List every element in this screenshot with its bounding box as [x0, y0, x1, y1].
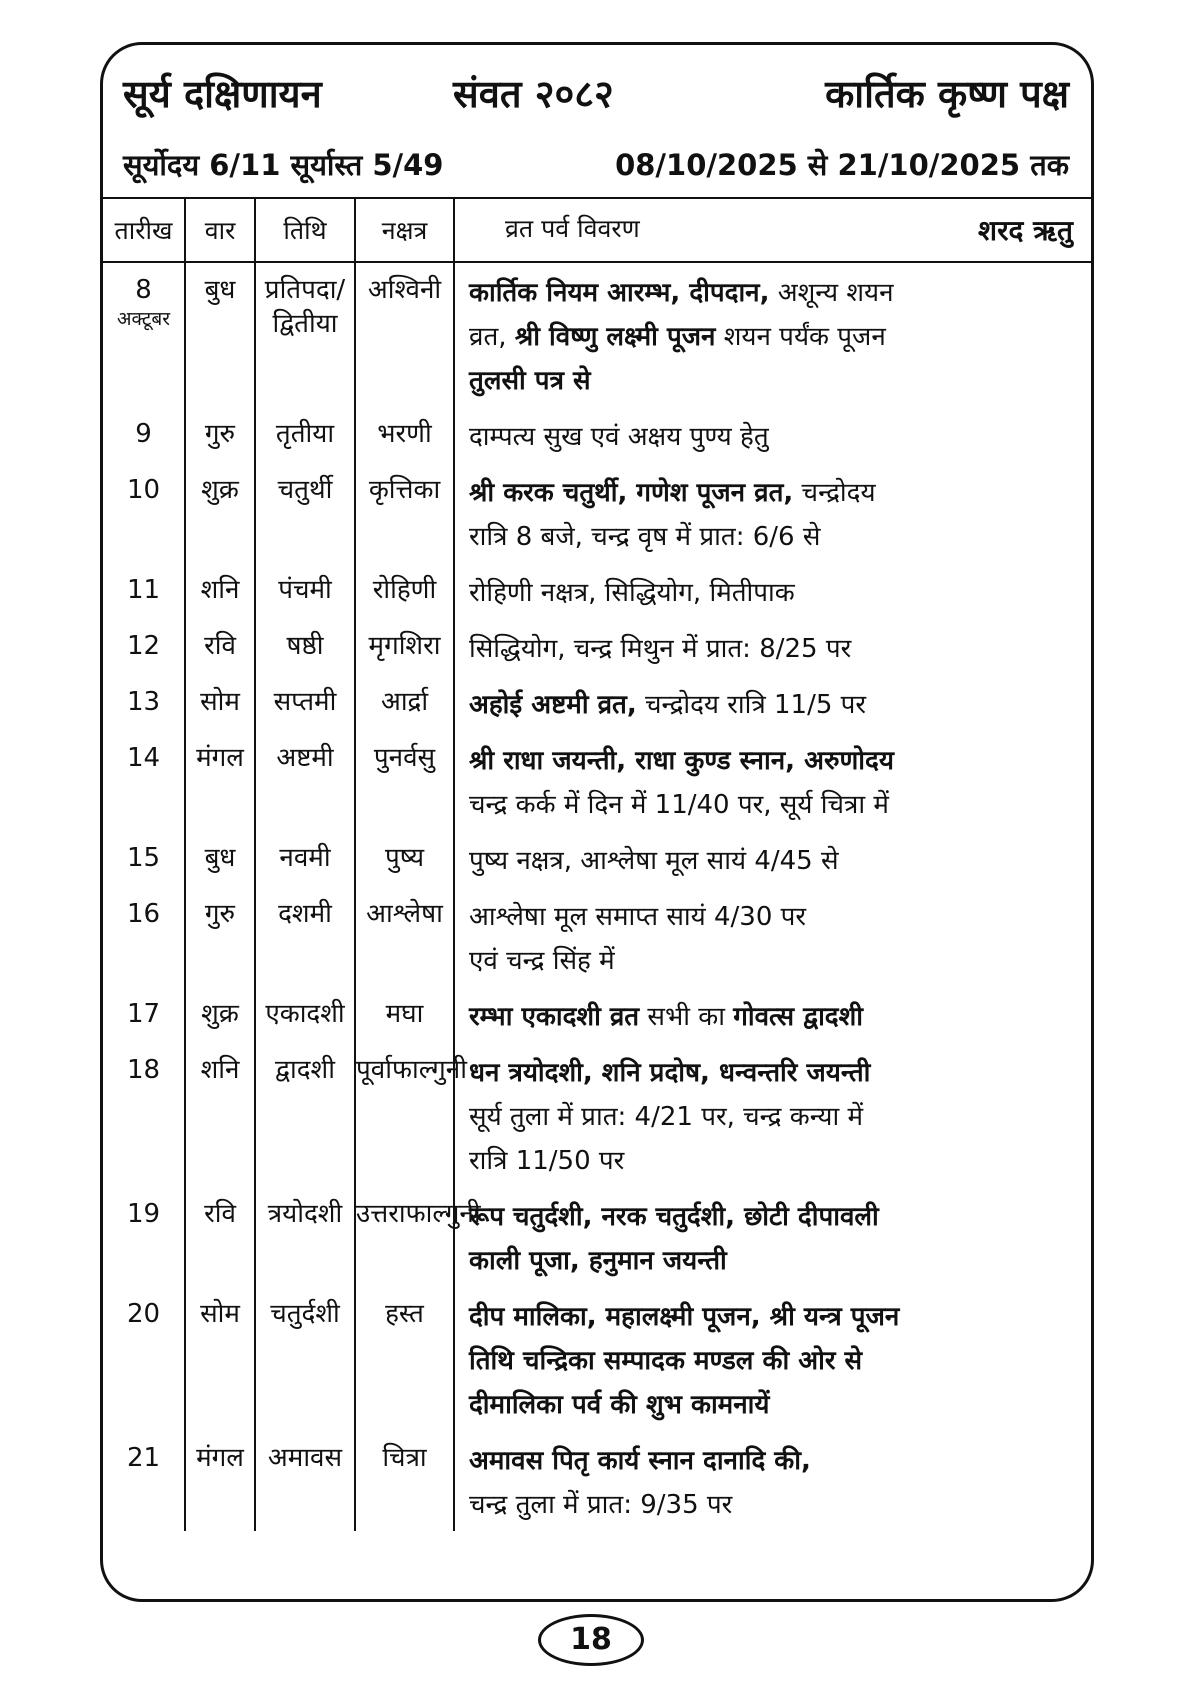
- tithi-cell: दशमी: [255, 887, 355, 987]
- date-number: 13: [126, 687, 161, 717]
- nakshatra-cell: पुनर्वसु: [355, 731, 454, 831]
- details-cell: [454, 731, 1091, 831]
- tithi-cell: प्रतिपदा/ द्वितीया: [255, 262, 355, 407]
- details-text: चन्द्रोदय: [793, 478, 876, 508]
- details-cell: [454, 463, 1091, 563]
- details-cell: [454, 1431, 1091, 1531]
- details-line: [469, 1295, 1087, 1339]
- details-line: [469, 1239, 1087, 1283]
- details-bold-text: तुलसी पत्र से: [469, 366, 591, 396]
- details-bold-text: अमावस पितृ कार्य स्नान दानादि की,: [469, 1446, 811, 1476]
- details-bold-text: श्री विष्णु लक्ष्मी पूजन: [514, 322, 716, 352]
- details-cell: [454, 1287, 1091, 1431]
- details-bold-text: काली पूजा, हनुमान जयन्ती: [469, 1246, 727, 1276]
- date-cell: [103, 831, 185, 887]
- tithi-cell: सप्तमी: [255, 675, 355, 731]
- details-line: [469, 1139, 1087, 1183]
- table-row: [103, 407, 1091, 463]
- table-row: [103, 675, 1091, 731]
- date-cell: [103, 619, 185, 675]
- details-line: [469, 571, 1087, 615]
- date-number: 16: [126, 899, 161, 929]
- date-number: 8: [135, 275, 152, 305]
- nakshatra-cell: रोहिणी: [355, 563, 454, 619]
- month-label: अक्टूबर: [116, 308, 171, 330]
- details-line: [469, 739, 1087, 783]
- nakshatra-cell: हस्त: [355, 1287, 454, 1431]
- details-bold-text: रम्भा एकादशी व्रत: [469, 1002, 640, 1032]
- details-text: चन्द्र तुला में प्रात: 9/35 पर: [469, 1490, 733, 1520]
- date-cell: [103, 407, 185, 463]
- ritu-label: शरद ऋतु: [978, 214, 1073, 247]
- details-cell: [454, 1043, 1091, 1187]
- details-line: [469, 515, 1087, 559]
- date-range: 08/10/2025 से 21/10/2025 तक: [615, 148, 1069, 182]
- tithi-cell: अष्टमी: [255, 731, 355, 831]
- details-cell: [454, 987, 1091, 1043]
- day-cell: सोम: [185, 1287, 255, 1431]
- details-text: रोहिणी नक्षत्र, सिद्धियोग, मितीपाक: [469, 578, 795, 608]
- details-text: चन्द्रोदय रात्रि 11/5 पर: [636, 690, 867, 720]
- date-cell: [103, 563, 185, 619]
- nakshatra-cell: पुष्य: [355, 831, 454, 887]
- day-cell: बुध: [185, 262, 255, 407]
- details-bold-text: अहोई अष्टमी व्रत,: [469, 690, 637, 720]
- nakshatra-cell: उत्तराफाल्गुनी: [355, 1187, 454, 1287]
- details-text: दाम्पत्य सुख एवं अक्षय पुण्य हेतु: [469, 422, 769, 452]
- details-text: सूर्य तुला में प्रात: 4/21 पर, चन्द्र कन्या में: [469, 1102, 864, 1132]
- table-row: [103, 1431, 1091, 1531]
- table-row: [103, 563, 1091, 619]
- details-bold-text: रूप चतुर्दशी, नरक चतुर्दशी, छोटी दीपावली: [469, 1202, 879, 1232]
- details-text: शयन पर्यंक पूजन: [715, 322, 886, 352]
- details-bold-text: तिथि चन्द्रिका सम्पादक मण्डल की ओर से: [469, 1346, 863, 1376]
- day-cell: शनि: [185, 563, 255, 619]
- table-row: [103, 262, 1091, 407]
- details-cell: [454, 407, 1091, 463]
- date-cell: [103, 1043, 185, 1187]
- nakshatra-cell: कृत्तिका: [355, 463, 454, 563]
- details-line: [469, 315, 1087, 359]
- date-number: 17: [126, 999, 161, 1029]
- date-cell: [103, 1187, 185, 1287]
- details-text: एवं चन्द्र सिंह में: [469, 946, 615, 976]
- date-number: 15: [126, 843, 161, 873]
- day-cell: शनि: [185, 1043, 255, 1187]
- col-header-nakshatra: नक्षत्र: [355, 198, 454, 262]
- nakshatra-cell: आश्लेषा: [355, 887, 454, 987]
- details-bold-text: दीप मालिका, महालक्ष्मी पूजन, श्री यन्त्र पूजन: [469, 1302, 900, 1332]
- tithi-cell: पंचमी: [255, 563, 355, 619]
- details-line: [469, 895, 1087, 939]
- tithi-cell: तृतीया: [255, 407, 355, 463]
- col-header-tithi: तिथि: [255, 198, 355, 262]
- table-row: [103, 831, 1091, 887]
- details-bold-text: धन त्रयोदशी, शनि प्रदोष, धन्वन्तरि जयन्ती: [469, 1058, 871, 1088]
- details-line: [469, 471, 1087, 515]
- details-line: [469, 1051, 1087, 1095]
- date-number: 19: [126, 1199, 161, 1229]
- tithi-cell: द्वादशी: [255, 1043, 355, 1187]
- tithi-cell: षष्ठी: [255, 619, 355, 675]
- day-cell: शुक्र: [185, 987, 255, 1043]
- details-line: [469, 415, 1087, 459]
- details-line: [469, 1195, 1087, 1239]
- nakshatra-cell: मघा: [355, 987, 454, 1043]
- details-line: [469, 683, 1087, 727]
- details-text: पुष्य नक्षत्र, आश्लेषा मूल सायं 4/45 से: [469, 846, 839, 876]
- tithi-cell: नवमी: [255, 831, 355, 887]
- details-cell: [454, 563, 1091, 619]
- details-text: व्रत,: [469, 322, 515, 352]
- tithi-cell: अमावस: [255, 1431, 355, 1531]
- day-cell: शुक्र: [185, 463, 255, 563]
- details-bold-text: श्री करक चतुर्थी, गणेश पूजन व्रत,: [469, 478, 794, 508]
- date-cell: [103, 731, 185, 831]
- date-cell: [103, 987, 185, 1043]
- details-header-label: व्रत पर्व विवरण: [505, 214, 640, 243]
- date-number: 18: [126, 1055, 161, 1085]
- day-cell: रवि: [185, 619, 255, 675]
- ayana-title: सूर्य दक्षिणायन: [123, 72, 322, 116]
- tithi-cell: त्रयोदशी: [255, 1187, 355, 1287]
- details-text: रात्रि 11/50 पर: [469, 1146, 625, 1176]
- table-row: [103, 731, 1091, 831]
- tithi-cell: चतुर्दशी: [255, 1287, 355, 1431]
- day-cell: गुरु: [185, 887, 255, 987]
- details-text: सिद्धियोग, चन्द्र मिथुन में प्रात: 8/25 पर: [469, 634, 852, 664]
- day-cell: मंगल: [185, 1431, 255, 1531]
- date-number: 14: [126, 743, 161, 773]
- details-text: सभी का: [639, 1002, 734, 1032]
- date-cell: [103, 1287, 185, 1431]
- date-number: 9: [135, 419, 152, 449]
- nakshatra-cell: अश्विनी: [355, 262, 454, 407]
- header-row-2: [103, 145, 1091, 189]
- date-cell: [103, 463, 185, 563]
- date-cell: [103, 262, 185, 407]
- day-cell: बुध: [185, 831, 255, 887]
- page-number: 18: [538, 1614, 644, 1666]
- date-number: 10: [126, 475, 161, 505]
- details-line: [469, 1483, 1087, 1527]
- table-row: [103, 1187, 1091, 1287]
- nakshatra-cell: मृगशिरा: [355, 619, 454, 675]
- details-line: [469, 1339, 1087, 1383]
- date-number: 12: [126, 631, 161, 661]
- table-body: [103, 262, 1091, 1531]
- samvat-title: संवत २०८२: [453, 72, 614, 116]
- date-number: 11: [126, 575, 161, 605]
- details-text: आश्लेषा मूल समाप्त सायं 4/30 पर: [469, 902, 807, 932]
- details-cell: [454, 675, 1091, 731]
- tithi-cell: एकादशी: [255, 987, 355, 1043]
- details-line: [469, 783, 1087, 827]
- details-line: [469, 939, 1087, 983]
- table-row: [103, 887, 1091, 987]
- details-text: रात्रि 8 बजे, चन्द्र वृष में प्रात: 6/6 से: [469, 522, 821, 552]
- table-row: [103, 1043, 1091, 1187]
- details-text: अशून्य शयन: [769, 278, 894, 308]
- details-line: [469, 995, 1087, 1039]
- table-row: [103, 463, 1091, 563]
- details-bold-text: कार्तिक नियम आरम्भ, दीपदान,: [469, 278, 770, 308]
- nakshatra-cell: भरणी: [355, 407, 454, 463]
- table-header-row: [103, 198, 1091, 262]
- day-cell: गुरु: [185, 407, 255, 463]
- date-cell: [103, 1431, 185, 1531]
- calendar-table: [103, 197, 1091, 1531]
- day-cell: मंगल: [185, 731, 255, 831]
- nakshatra-cell: चित्रा: [355, 1431, 454, 1531]
- header-row-1: [103, 67, 1091, 127]
- details-cell: [454, 1187, 1091, 1287]
- date-number: 21: [126, 1443, 161, 1473]
- details-line: [469, 627, 1087, 671]
- details-line: [469, 1095, 1087, 1139]
- details-cell: [454, 831, 1091, 887]
- tithi-cell: चतुर्थी: [255, 463, 355, 563]
- col-header-details: [454, 198, 1091, 262]
- col-header-day: वार: [185, 198, 255, 262]
- day-cell: सोम: [185, 675, 255, 731]
- nakshatra-cell: आर्द्रा: [355, 675, 454, 731]
- nakshatra-cell: पूर्वाफाल्गुनी: [355, 1043, 454, 1187]
- paksha-title: कार्तिक कृष्ण पक्ष: [825, 72, 1069, 116]
- details-bold-text: दीमालिका पर्व की शुभ कामनायें: [469, 1390, 770, 1420]
- date-number: 20: [126, 1299, 161, 1329]
- details-cell: [454, 887, 1091, 987]
- col-header-date: तारीख: [103, 198, 185, 262]
- details-text: चन्द्र कर्क में दिन में 11/40 पर, सूर्य चित्रा में: [469, 790, 889, 820]
- table-row: [103, 1287, 1091, 1431]
- day-cell: रवि: [185, 1187, 255, 1287]
- date-cell: [103, 675, 185, 731]
- details-bold-text: श्री राधा जयन्ती, राधा कुण्ड स्नान, अरुणोदय: [469, 746, 894, 776]
- details-line: [469, 1383, 1087, 1427]
- table-row: [103, 619, 1091, 675]
- details-bold-text: गोवत्स द्वादशी: [733, 1002, 864, 1032]
- details-line: [469, 271, 1087, 315]
- details-cell: [454, 619, 1091, 675]
- details-line: [469, 1439, 1087, 1483]
- details-line: [469, 839, 1087, 883]
- table-row: [103, 987, 1091, 1043]
- details-line: [469, 359, 1087, 403]
- calendar-frame: [100, 42, 1094, 1602]
- date-cell: [103, 887, 185, 987]
- details-cell: [454, 262, 1091, 407]
- sunrise-sunset: सूर्योदय 6/11 सूर्यास्त 5/49: [123, 148, 444, 182]
